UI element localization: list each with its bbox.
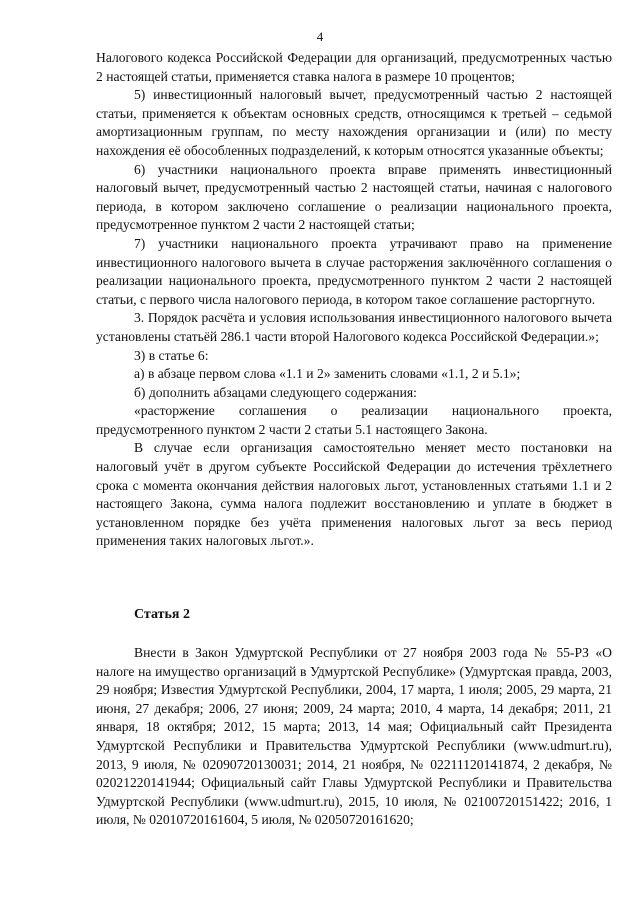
paragraph-quote-start: «расторжение соглашения о реализации национального проекта, предусмотренного пунктом 2 части 2 статьи 5.1 настоящего Закона. [96, 403, 612, 437]
paragraph-subitem-a: а) в абзаце первом слова «1.1 и 2» заменить словами «1.1, 2 и 5.1»; [134, 366, 521, 382]
paragraph-quote-end: В случае если организация самостоятельно меняет место постановки на налоговый учёт в другом субъекте Российской Федерации до истечения трёхлетнего срока с момента окончания действия налоговых льгот, установленных статьями 1.1 и 2 настоящего Закона, сумма налога подлежит восстановлению и уплате в бюджет в установленном порядке без учёта применения налоговых льгот за весь период применения таких налоговых льгот.». [96, 440, 612, 549]
page-number: 4 [316, 29, 324, 44]
paragraph-item-6: 6) участники национального проекта вправе применять инвестиционный налоговый вычет, предусмотренный частью 2 настоящей статьи, начиная с налогового периода, в котором заключено соглашение о реализации национального проекта, предусмотренное пунктом 2 части 2 настоящей статьи; [96, 161, 612, 233]
article-heading: Статья 2 [134, 607, 190, 622]
paragraph-subitem-b: б) дополнить абзацами следующего содержания: [134, 384, 417, 400]
paragraph-article-6: 3) в статье 6: [134, 347, 209, 363]
paragraph-item-5: 5) инвестиционный налоговый вычет, предусмотренный частью 2 настоящей статьи, применяется к объектам основных средств, относящимся к третьей – седьмой амортизационным группам, по месту нахождения организации и (или) по месту нахождения её обособленных подразделений, к которым относятся указанные объекты; [96, 87, 612, 158]
article-paragraph: Внести в Закон Удмуртской Республики от 27 ноября 2003 года № 55-РЗ «О налоге на имущество организаций в Удмуртской Республике» (Удмуртская правда, 2003, 29 ноября; Известия Удмуртской Республики, 2004, 17 марта, 1 июля; 2005, 29 марта, 21 июня, 27 декабря; 2006, 27 июня; 2009, 24 марта; 2010, 4 марта, 14 декабря; 2011, 21 января, 18 октября; 2012, 15 марта; 2013, 14 мая; Официальный сайт Президента Удмуртской Республики и Правительства Удмуртской Республики (www.udmurt.ru), 2013, 9 июля, № 02090720130031; 2014, 21 ноября, № 02211120141874, 2 декабря, № 02021220141944; Официальный сайт Главы Удмуртской Республики и Правительства Удмуртской Республики (www.udmurt.ru), 2015, 10 июля, № 02100720151422; 2016, 1 июля, № 02010720161604, 5 июля, № 02050720161620; [96, 645, 612, 828]
article-body [96, 644, 612, 830]
paragraph-continuation: Налогового кодекса Российской Федерации для организаций, предусмотренных частью 2 настоящей статьи, применяется ставка налога в размере 10 процентов; [96, 50, 612, 84]
paragraph-point-3: 3. Порядок расчёта и условия использования инвестиционного налогового вычета установлены статьёй 286.1 части второй Налогового кодекса Российской Федерации.»; [96, 310, 612, 344]
document-body [96, 49, 612, 551]
paragraph-item-7: 7) участники национального проекта утрачивают право на применение инвестиционного налогового вычета в случае расторжения заключённого соглашения о реализации национального проекта, предусмотренного пунктом 2 части 2 настоящей статьи, с первого числа налогового периода, в котором такое соглашение расторгнуто. [96, 235, 612, 307]
